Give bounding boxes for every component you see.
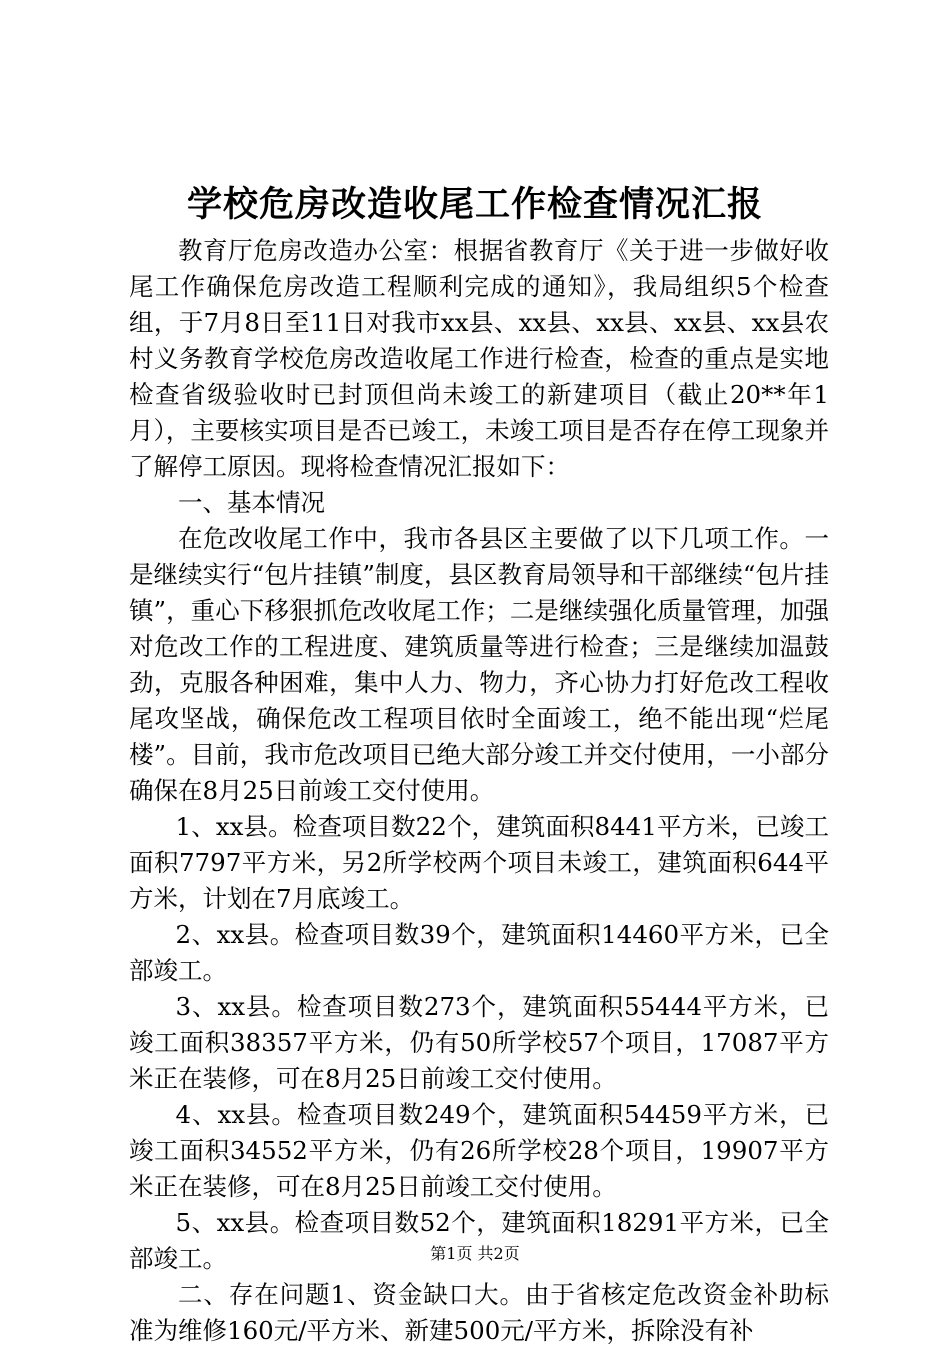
page-footer: 第1页 共2页 — [430, 1244, 520, 1263]
county-item-4: 4、xx县。检查项目数249个，建筑面积54459平方米，已竣工面积34552平方米，仍有26所学校28个项目，19907平方米正在装修，可在8月25日前竣工交付使用。 — [129, 1100, 829, 1201]
county-item-5: 5、xx县。检查项目数52个，建筑面积18291平方米，已全部竣工。 — [129, 1208, 829, 1273]
county-item-3: 3、xx县。检查项目数273个，建筑面积55444平方米，已竣工面积38357平方米，仍有50所学校57个项目，17087平方米正在装修，可在8月25日前竣工交付使用。 — [129, 992, 829, 1093]
section-heading-problems: 二、存在问题1、资金缺口大。由于省核定危改资金补助标准为维修160元/平方米、新建500元/平方米，拆除没有补 — [129, 1280, 829, 1345]
paragraph-work-summary: 在危改收尾工作中，我市各县区主要做了以下几项工作。一是继续实行“包片挂镇”制度，县区教育局领导和干部继续“包片挂镇”，重心下移狠抓危改收尾工作；二是继续强化质量管理，加强对危改工作的工程进度、建筑质量等进行检查；三是继续加温鼓劲，克服各种困难，集中人力、物力，齐心协力打好危改工程收尾攻坚战，确保危改工程项目依时全面竣工，绝不能出现“烂尾楼”。目前，我市危改项目已绝大部分竣工并交付使用，一小部分确保在8月25日前竣工交付使用。 — [129, 524, 829, 805]
county-item-1: 1、xx县。检查项目数22个，建筑面积8441平方米，已竣工面积7797平方米，另2所学校两个项目未竣工，建筑面积644平方米，计划在7月底竣工。 — [129, 812, 829, 913]
document-body — [129, 233, 829, 1349]
county-item-2: 2、xx县。检查项目数39个，建筑面积14460平方米，已全部竣工。 — [129, 920, 829, 985]
section-heading-basic: 一、基本情况 — [178, 488, 325, 517]
paragraph-intro: 教育厅危房改造办公室：根据省教育厅《关于进一步做好收尾工作确保危房改造工程顺利完成的通知》，我局组织5个检查组，于7月8日至11日对我市xx县、xx县、xx县、xx县、xx县农村义务教育学校危房改造收尾工作进行检查，检查的重点是实地检查省级验收时已封顶但尚未竣工的新建项目（截止20**年1月），主要核实项目是否已竣工，未竣工项目是否存在停工现象并了解停工原因。现将检查情况汇报如下： — [129, 236, 829, 481]
document-title: 学校危房改造收尾工作检查情况汇报 — [186, 184, 763, 225]
